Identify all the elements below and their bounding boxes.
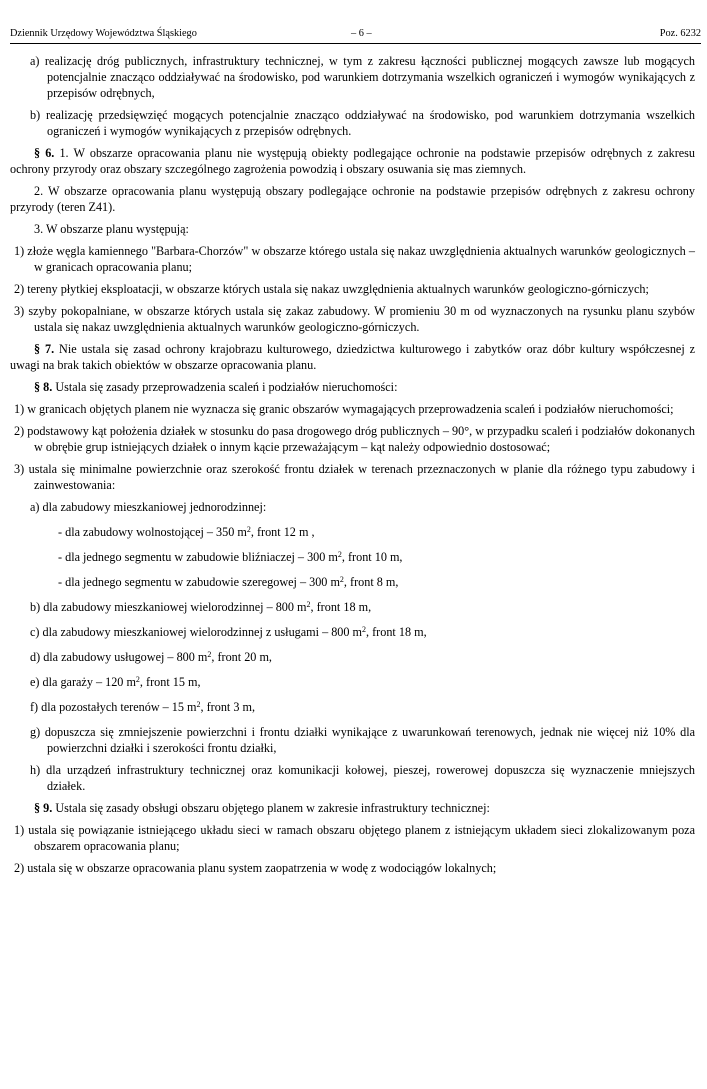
sub-item-e	[10, 674, 695, 690]
item-text: - dla jednego segmentu w zabudowie szeregowej – 300 m	[58, 575, 340, 589]
list-item	[10, 243, 695, 275]
list-item	[10, 822, 695, 854]
sub-item-b	[10, 599, 695, 615]
section-8-paragraph	[10, 379, 695, 395]
paragraph-text: Ustala się zasady obsługi obszaru objętego planem w zakresie infrastruktury technicznej:	[55, 801, 490, 815]
item-text: w granicach objętych planem nie wyznacza się granic obszarów wymagających przeprowadzenia scaleń i podziałów nieruchomości;	[27, 402, 674, 416]
sub-item-a	[10, 499, 695, 515]
item-label: c)	[30, 625, 40, 639]
superscript: 2	[196, 700, 201, 709]
item-text: ustala się powiązanie istniejącego układu sieci w ramach obszaru objętego planem z istniejącym układem sieci zlokalizowanym poza obszarem opracowania planu;	[28, 823, 696, 853]
paragraph-text: 2. W obszarze opracowania planu występują obszary podlegające ochronie na podstawie przepisów odrębnych z zakresu ochrony przyrody (teren Z41).	[10, 184, 695, 214]
section-8-mark: § 8.	[34, 380, 53, 394]
item-label: 1)	[14, 244, 25, 258]
item-text: , front 8 m,	[343, 575, 399, 589]
section-7-mark: § 7.	[34, 342, 55, 356]
superscript: 2	[135, 675, 140, 684]
item-text: , front 18 m,	[310, 600, 372, 614]
item-label: f)	[30, 700, 39, 714]
item-text: , front 18 m,	[366, 625, 427, 639]
superscript: 2	[207, 650, 212, 659]
header-divider	[10, 43, 701, 44]
page-number: – 6 –	[351, 28, 372, 39]
item-text: - dla zabudowy wolnostojącej – 350 m	[58, 525, 247, 539]
dash-item	[10, 524, 695, 540]
section-9-mark: § 9.	[34, 801, 53, 815]
item-label: d)	[30, 650, 41, 664]
dash-item	[10, 549, 695, 565]
item-text: ustala się minimalne powierzchnie oraz szerokość frontu działek w terenach przeznaczonych w planie dla różnego typu zabudowy i zainwestowania:	[28, 462, 695, 492]
item-text: tereny płytkiej eksploatacji, w obszarze których ustala się nakaz uwzględnienia aktualnych warunków geologiczno-górniczych;	[27, 282, 649, 296]
item-text: dla urządzeń infrastruktury technicznej oraz komunikacji kołowej, pieszej, rowerowej dopuszcza się wyznaczenie mniejszych działek.	[46, 763, 696, 793]
item-text: dla zabudowy mieszkaniowej wielorodzinnej z usługami – 800 m	[42, 625, 363, 639]
section-6-paragraph-1	[10, 145, 695, 177]
item-text: realizację przedsięwzięć mogących potencjalnie znacząco oddziaływać na środowisko, pod warunkiem dotrzymania wszelkich ograniczeń i wymogów wynikających z przepisów odrębnych.	[45, 108, 696, 138]
item-label: 3)	[14, 462, 25, 476]
paragraph-text: 1. W obszarze opracowania planu nie występują obiekty podlegające ochronie na podstawie przepisów odrębnych z zakresu ochrony przyrody oraz obszary szczególnego zagrożenia powodzią i obszary osuwania się mas ziemnych.	[10, 146, 696, 176]
item-label: 1)	[14, 402, 25, 416]
item-text: , front 20 m,	[211, 650, 272, 664]
sub-item-f	[10, 699, 695, 715]
superscript: 2	[306, 600, 311, 609]
list-item-b	[10, 107, 695, 139]
item-label: h)	[30, 763, 41, 777]
list-item	[10, 423, 695, 455]
item-text: , front 10 m,	[341, 550, 403, 564]
item-text: podstawowy kąt położenia działek w stosunku do pasa drogowego dróg publicznych – 90°, w przypadku scaleń i podziałów dokonanych w obrębie grup istniejących działek o innym kącie przeważającym – kąt należy odpowiednio dostosować;	[27, 424, 695, 454]
item-label: 2)	[14, 424, 25, 438]
item-label: 1)	[14, 823, 25, 837]
item-text: dopuszcza się zmniejszenie powierzchni i frontu działki wynikające z uwarunkowań terenowych, jednak nie więcej niż 10% dla powierzchni działki i szerokości frontu działki,	[44, 725, 696, 755]
item-text: , front 12 m ,	[250, 525, 315, 539]
list-item	[10, 461, 695, 493]
list-item	[10, 281, 695, 297]
section-9-paragraph	[10, 800, 695, 816]
sub-item-d	[10, 649, 695, 665]
page-header	[10, 27, 701, 41]
item-text: realizację dróg publicznych, infrastruktury technicznej, w tym z zakresu łączności publicznej mogących zawsze lub mogących potencjalnie znacząco oddziaływać na środowisko, pod warunkiem dotrzymania wszelkich ograniczeń i wymogów wynikających z przepisów odrębnych,	[44, 54, 695, 100]
publication-title: Dziennik Urzędowy Województwa Śląskiego	[10, 28, 197, 39]
sub-item-c	[10, 624, 695, 640]
sub-item-h	[10, 762, 695, 794]
item-label: 2)	[14, 861, 25, 875]
item-label: g)	[30, 725, 41, 739]
paragraph-text: Nie ustala się zasad ochrony krajobrazu kulturowego, dziedzictwa kulturowego i zabytków oraz dóbr kultury współczesnej z uwagi na brak takich obiektów w obszarze opracowania planu.	[10, 342, 696, 372]
list-item	[10, 860, 695, 876]
list-item	[10, 303, 695, 335]
superscript: 2	[339, 575, 344, 584]
superscript: 2	[246, 525, 251, 534]
item-text: złoże węgla kamiennego "Barbara-Chorzów" w obszarze którego ustala się nakaz uwzględnienia aktualnych warunków geologicznych – w granicach opracowania planu;	[27, 244, 695, 274]
item-text: dla zabudowy usługowej – 800 m	[43, 650, 208, 664]
document-body	[10, 53, 695, 882]
item-text: dla pozostałych terenów – 15 m	[41, 700, 197, 714]
section-6-mark: § 6.	[34, 146, 55, 160]
item-label: e)	[30, 675, 40, 689]
superscript: 2	[362, 625, 367, 634]
paragraph-text: 3. W obszarze planu występują:	[34, 222, 189, 236]
item-label: 3)	[14, 304, 25, 318]
item-label: a)	[30, 500, 40, 514]
paragraph-text: Ustala się zasady przeprowadzenia scaleń i podziałów nieruchomości:	[55, 380, 398, 394]
position-number: Poz. 6232	[659, 28, 701, 39]
item-text: , front 15 m,	[139, 675, 201, 689]
section-7-paragraph	[10, 341, 695, 373]
list-item-a	[10, 53, 695, 101]
item-label: 2)	[14, 282, 25, 296]
item-text: szyby pokopalniane, w obszarze których ustala się zakaz zabudowy. W promieniu 30 m od wyznaczonych na rysunku planu szybów ustala się nakaz uwzględnienia aktualnych warunków geologiczno-górniczych.	[28, 304, 696, 334]
item-text: dla zabudowy mieszkaniowej wielorodzinnej – 800 m	[43, 600, 307, 614]
section-6-paragraph-3	[10, 221, 695, 237]
item-text: ustala się w obszarze opracowania planu system zaopatrzenia w wodę z wodociągów lokalnych;	[27, 861, 497, 875]
item-text: , front 3 m,	[200, 700, 256, 714]
sub-item-g	[10, 724, 695, 756]
item-label: b)	[30, 600, 41, 614]
dash-item	[10, 574, 695, 590]
item-label: a)	[30, 54, 40, 68]
list-item	[10, 401, 695, 417]
item-text: dla garaży – 120 m	[42, 675, 136, 689]
item-text: dla zabudowy mieszkaniowej jednorodzinnej:	[42, 500, 267, 514]
section-6-paragraph-2	[10, 183, 695, 215]
superscript: 2	[337, 550, 342, 559]
item-label: b)	[30, 108, 41, 122]
item-text: - dla jednego segmentu w zabudowie bliźniaczej – 300 m	[58, 550, 338, 564]
